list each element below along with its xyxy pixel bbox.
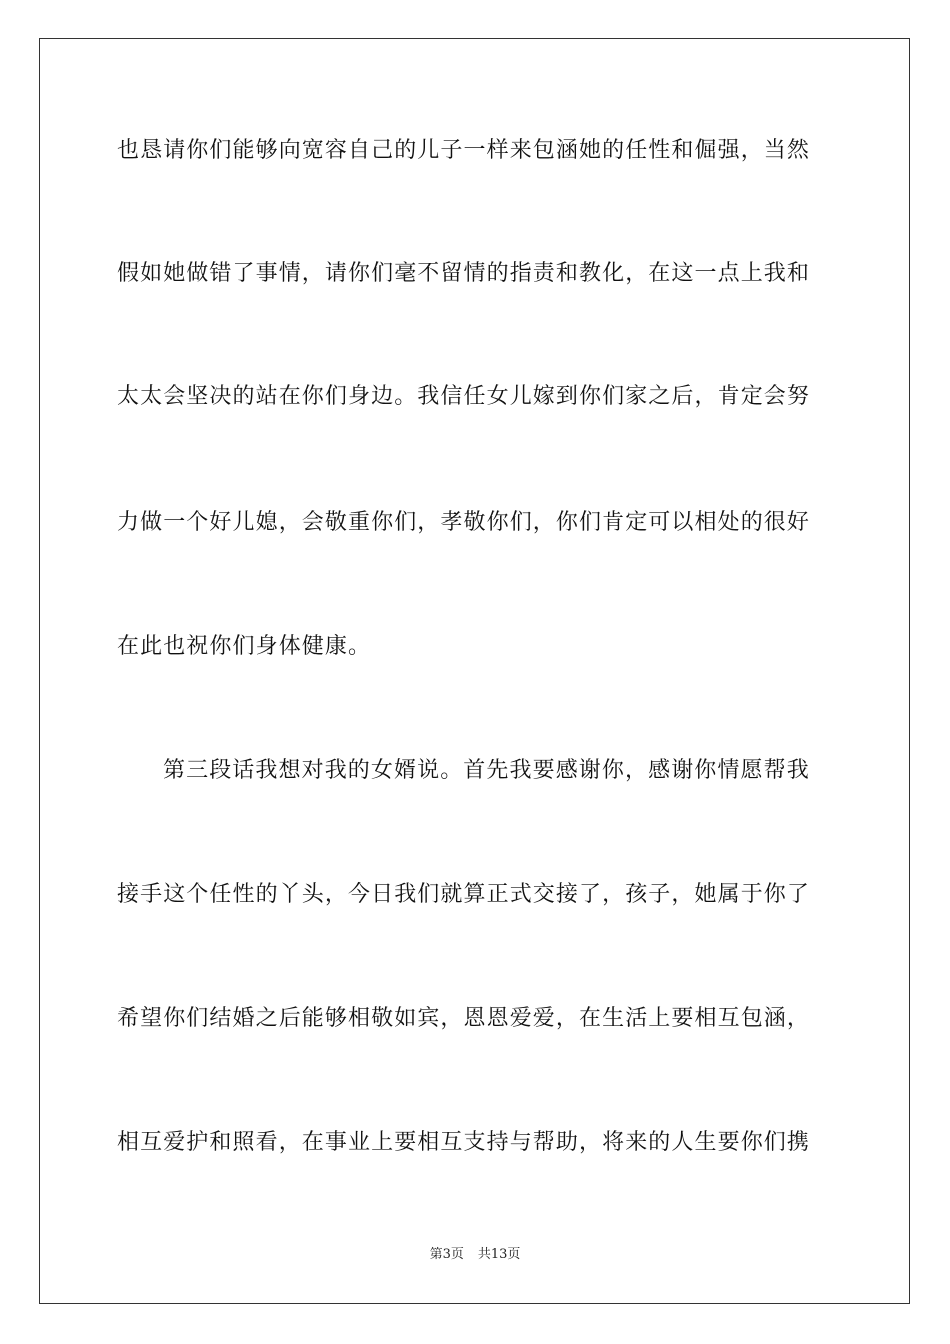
page-footer (0, 1246, 950, 1264)
text-line-8: 希望你们结婚之后能够相敬如宾，恩恩爱爱，在生活上要相互包涵， (117, 1006, 811, 1031)
text-line-3: 太太会坚决的站在你们身边。我信任女儿嫁到你们家之后，肯定会努 (117, 384, 811, 409)
text-line-9: 相互爱护和照看，在事业上要相互支持与帮助，将来的人生要你们携 (117, 1130, 811, 1155)
page-frame (39, 38, 910, 1304)
page-number: 第3页 (429, 1247, 464, 1262)
text-line-2: 假如她做错了事情，请你们毫不留情的指责和教化，在这一点上我和 (117, 261, 811, 286)
text-line-7: 接手这个任性的丫头，今日我们就算正式交接了，孩子，她属于你了 (117, 882, 811, 907)
text-line-5: 在此也祝你们身体健康。 (117, 634, 372, 659)
text-line-4: 力做一个好儿媳，会敬重你们，孝敬你们，你们肯定可以相处的很好 (117, 510, 811, 535)
text-line-6-paragraph-start: 第三段话我想对我的女婿说。首先我要感谢你，感谢你情愿帮我 (163, 758, 810, 783)
page-total: 共13页 (477, 1247, 521, 1262)
text-line-1: 也恳请你们能够向宽容自己的儿子一样来包涵她的任性和倔强，当然 (117, 138, 811, 163)
